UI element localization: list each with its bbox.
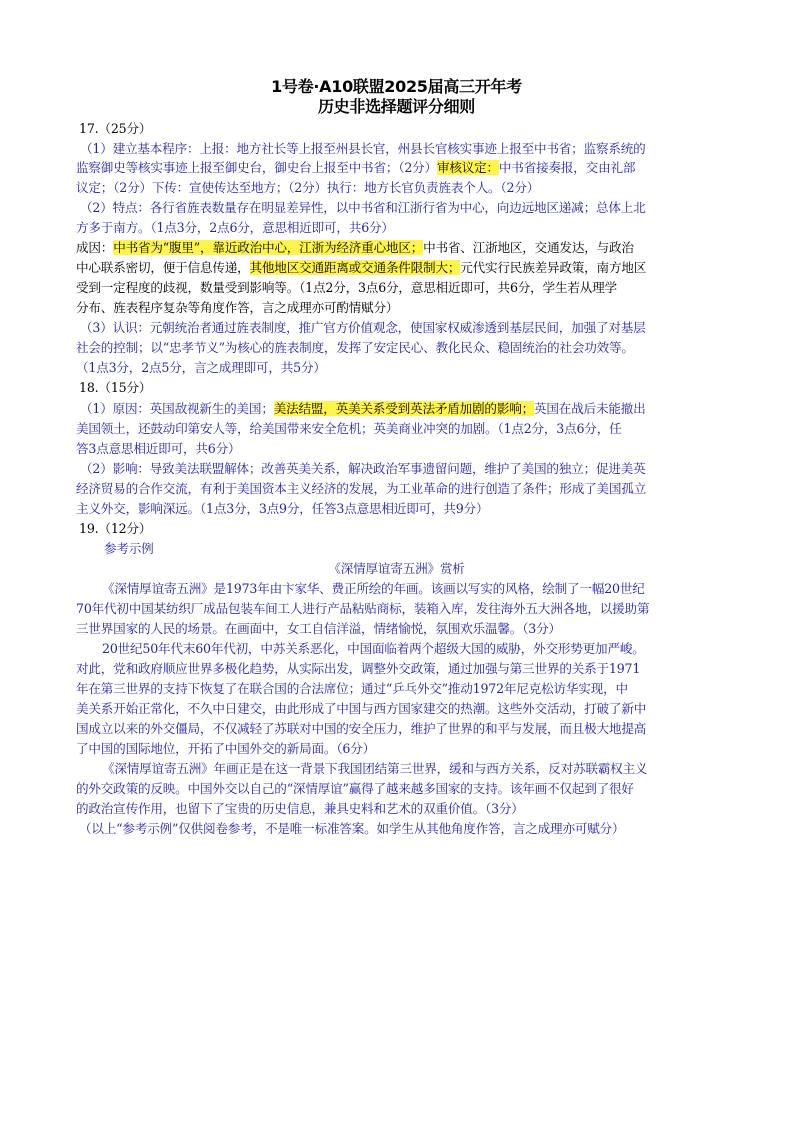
- q17-highlight-cause1: 中书省为“腹里”，靠近政治中心，江浙为经济重心地区；: [113, 240, 424, 255]
- q19-para3-line2: 的外交政策的反映。中国外交以自己的“深情厚谊”赢得了越来越多国家的支持。该年画不仅起到了很好: [76, 781, 634, 796]
- q19-para1-line2: 70年代初中国某纺织厂成品包装车间工人进行产品粘贴商标，装箱入库，发往海外五大洲各地，以援助第: [76, 601, 650, 616]
- q19-para3-line1: 《深情厚谊寄五洲》年画正是在这一背景下我国团结第三世界，缓和与西方关系，反对苏联霸权主义: [102, 761, 648, 776]
- document-title: 1号卷·A10联盟2025届高三开年考: [271, 77, 522, 96]
- q18-part1-line3: 答3点意思相近即可，共6分）: [76, 441, 241, 456]
- q19-para3-line3: 的政治宣传作用，也留下了宝贵的历史信息，兼具史料和艺术的双重价值。（3分）: [76, 801, 524, 816]
- q17-part1-line1: （1）建立基本程序：上报：地方社长等上报至州县长官，州县长官核实事迹上报至中书省；监察系统的: [80, 141, 646, 156]
- document-subtitle: 历史非选择题评分细则: [317, 97, 475, 116]
- q19-para2-line1: 20世纪50年代末60年代初，中苏关系恶化，中国面临着两个超级大国的威胁，外交形势更加严峻。: [102, 641, 645, 656]
- q17-part3-line1: （3）认识：元朝统治者通过旌表制度，推广官方价值观念，使国家权威渗透到基层民间，加强了对基层: [80, 320, 646, 335]
- q19-grading-note: （以上“参考示例”仅供阅卷参考，不是唯一标准答案。如学生从其他角度作答，言之成理亦可赋分）: [79, 821, 625, 836]
- q17-part2-line2: 方多于南方。（1点3分，2点6分，意思相近即可，共6分）: [76, 220, 394, 235]
- q17-part2-line6: 分布、旌表程序复杂等角度作答，言之成理亦可酌情赋分）: [76, 300, 399, 315]
- q17-part1-line2: 监察御史等核实事迹上报至御史台，御史台上报至中书省；（2分）审核议定：中书省接奏报，交由礼部: [76, 160, 636, 175]
- q19-essay-title: 《深情厚谊寄五洲》赏析: [328, 561, 465, 576]
- q17-highlight-cause2: 其他地区交通距离或交通条件限制大；: [249, 260, 461, 275]
- q18-part1-line1: （1）原因：英国敌视新生的美国；美法结盟，英美关系受到英法矛盾加剧的影响；英国在战后未能撤出: [80, 401, 646, 416]
- q18-header: 18.（15分）: [79, 380, 152, 395]
- q18-highlight-cause: 美法结盟，英美关系受到英法矛盾加剧的影响；: [273, 401, 535, 416]
- q17-part2-line4: 中心联系密切，便于信息传递，其他地区交通距离或交通条件限制大；元代实行民族差异政策，南方地区: [76, 260, 647, 275]
- q18-part2-line1: （2）影响：导致美法联盟解体；改善英美关系，解决政治军事遗留问题，维护了美国的独立；促进美英: [80, 461, 646, 476]
- q17-highlight-review: 审核议定：: [436, 160, 499, 175]
- q17-part3-line3: （1点3分，2点5分，言之成理即可，共5分）: [76, 360, 326, 375]
- q19-para2-line6: 了中国的国际地位，开拓了中国外交的新局面。（6分）: [76, 741, 375, 756]
- q18-part1-line2: 美国领土，还鼓动印第安人等，给美国带来安全危机；英美商业冲突的加剧。（1点2分，3点6分，任: [76, 421, 622, 436]
- q19-para2-line5: 国成立以来的外交僵局，不仅减轻了苏联对中国的安全压力，维护了世界的和平与发展，而且极大地提高: [76, 721, 647, 736]
- q17-part2-line5: 受到一定程度的歧视，数量受到影响等。（1点2分，3点6分，意思相近即可，共6分，学生若从理学: [76, 280, 617, 295]
- q19-reference-label: 参考示例: [104, 541, 154, 556]
- q19-para1-line3: 三世界国家的人民的场景。在画面中，女工自信洋溢，情绪愉悦，氛围欢乐温馨。（3分）: [76, 621, 561, 636]
- q19-para1-line1: 《深情厚谊寄五洲》是1973年由卞家华、费正所绘的年画。该画以写实的风格，绘制了一幅20世纪: [102, 581, 645, 596]
- q17-part2-line1: （2）特点：各行省旌表数量存在明显差异性，以中书省和江浙行省为中心，向边远地区递减；总体上北: [80, 200, 646, 215]
- q19-para2-line4: 美关系开始正常化，不久中日建交，由此形成了中国与西方国家建交的热潮。这些外交活动，打破了新中: [76, 701, 647, 716]
- q19-header: 19.（12分）: [79, 521, 152, 536]
- q19-para2-line3: 年在第三世界的支持下恢复了在联合国的合法席位；通过“乒乓外交”推动1972年尼克松访华实现，中: [76, 681, 628, 696]
- q18-part2-line3: 主义外交，影响深远。（1点3分，3点9分，任答3点意思相近即可，共9分）: [76, 501, 489, 516]
- q17-part2-line3: 成因：中书省为“腹里”，靠近政治中心，江浙为经济重心地区；中书省、江浙地区，交通发达，与政治: [76, 240, 634, 255]
- q19-para2-line2: 对此，党和政府顺应世界多极化趋势，从实际出发，调整外交政策，通过加强与第三世界的关系于1971: [76, 661, 641, 676]
- q17-header: 17.（25分）: [79, 121, 152, 136]
- q17-part3-line2: 社会的控制；以“忠孝节义”为核心的旌表制度，发挥了安定民心、教化民众、稳固统治的社会功效等。: [76, 340, 634, 355]
- q18-part2-line2: 经济贸易的合作交流，有利于美国资本主义经济的发展，为工业革命的进行创造了条件；形成了美国孤立: [76, 481, 647, 496]
- q17-part1-line3: 议定；（2分）下传：宣使传达至地方；（2分）执行：地方长官负责旌表个人。（2分）: [76, 180, 540, 195]
